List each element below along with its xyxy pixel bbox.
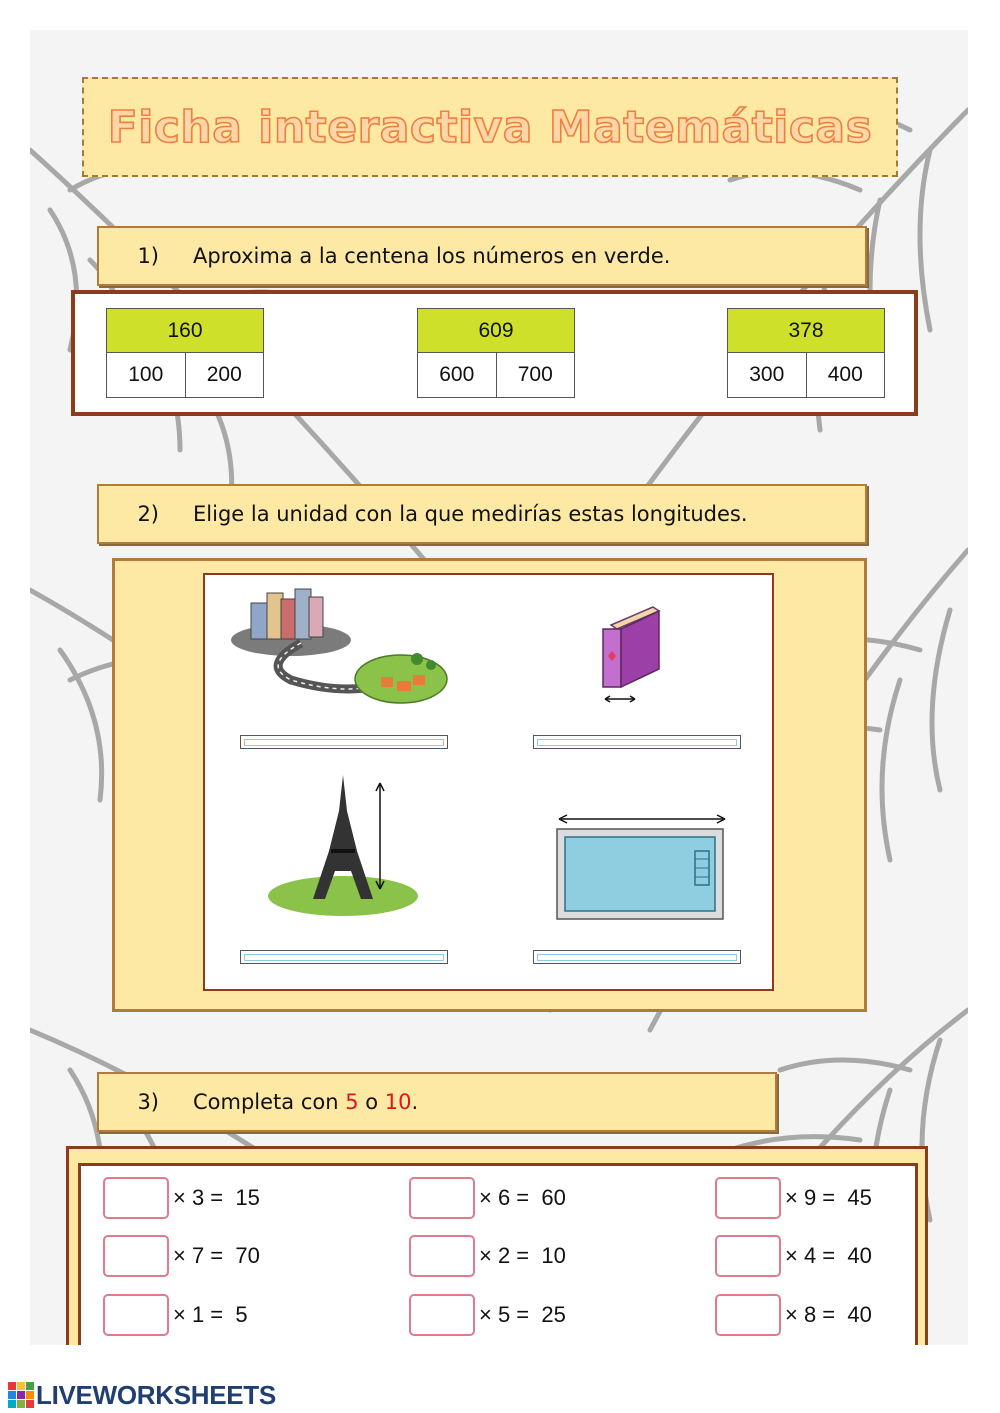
equation-row: × 6 = 60 <box>409 1177 566 1219</box>
rounding-card <box>106 308 264 398</box>
rounding-card <box>727 308 885 398</box>
section2-image-grid <box>203 573 774 991</box>
footer-brand-text: LIVEWORKSHEETS <box>36 1379 276 1410</box>
rounding-option[interactable]: 600 <box>439 363 475 386</box>
rounding-option[interactable]: 700 <box>496 353 575 397</box>
equation-row: × 5 = 25 <box>409 1294 566 1336</box>
rounding-option[interactable]: 400 <box>806 353 885 397</box>
title-banner <box>82 77 898 177</box>
rounding-option[interactable]: 300 <box>749 363 785 386</box>
rounding-number: 160 <box>107 309 263 353</box>
answer-box[interactable] <box>103 1177 169 1219</box>
equation-row: × 4 = 40 <box>715 1235 872 1277</box>
section3-panel <box>66 1146 928 1345</box>
section1-instruction: Aproxima a la centena los números en verde. <box>193 244 671 268</box>
option-ten: 10 <box>384 1090 412 1114</box>
section2-panel <box>112 558 867 1012</box>
answer-box[interactable] <box>715 1177 781 1219</box>
page-title: Ficha interactiva Matemáticas <box>107 101 873 153</box>
answer-box[interactable] <box>715 1235 781 1277</box>
swimming-pool-image <box>555 811 727 921</box>
rounding-number: 378 <box>728 309 884 353</box>
equation-row: × 2 = 10 <box>409 1235 566 1277</box>
rounding-option[interactable]: 100 <box>128 363 164 386</box>
eiffel-tower-image <box>263 771 453 921</box>
equation-row: × 9 = 45 <box>715 1177 872 1219</box>
answer-box[interactable] <box>409 1177 475 1219</box>
section2-instruction: Elige la unidad con la que medirías estas longitudes. <box>193 502 748 526</box>
answer-box[interactable] <box>103 1294 169 1336</box>
option-five: 5 <box>345 1090 359 1114</box>
section3-header <box>97 1072 777 1132</box>
answer-box[interactable] <box>409 1294 475 1336</box>
answer-box[interactable] <box>103 1235 169 1277</box>
liveworksheets-logo-icon <box>8 1382 34 1408</box>
answer-field[interactable] <box>240 950 448 964</box>
worksheet-page <box>30 30 968 1345</box>
section1-header <box>97 226 867 286</box>
equation-row: × 8 = 40 <box>715 1294 872 1336</box>
answer-field[interactable] <box>533 950 741 964</box>
equation-row: × 1 = 5 <box>103 1294 248 1336</box>
answer-field[interactable] <box>240 735 448 749</box>
footer-brand[interactable] <box>8 1379 276 1410</box>
answer-box[interactable] <box>409 1235 475 1277</box>
rounding-card <box>417 308 575 398</box>
rounding-number: 609 <box>418 309 574 353</box>
section3-number: 3) <box>137 1090 159 1114</box>
answer-field[interactable] <box>533 735 741 749</box>
rounding-option[interactable]: 200 <box>185 353 264 397</box>
section2-header <box>97 484 867 544</box>
section3-instruction: Completa con 5 o 10. <box>193 1090 419 1114</box>
equation-row: × 7 = 70 <box>103 1235 260 1277</box>
section1-number: 1) <box>137 244 159 268</box>
section3-equations <box>78 1163 918 1345</box>
book-image <box>593 601 673 711</box>
equation-row: × 3 = 15 <box>103 1177 260 1219</box>
city-road-image <box>231 585 451 705</box>
answer-box[interactable] <box>715 1294 781 1336</box>
section2-number: 2) <box>137 502 159 526</box>
section1-panel <box>71 290 918 416</box>
